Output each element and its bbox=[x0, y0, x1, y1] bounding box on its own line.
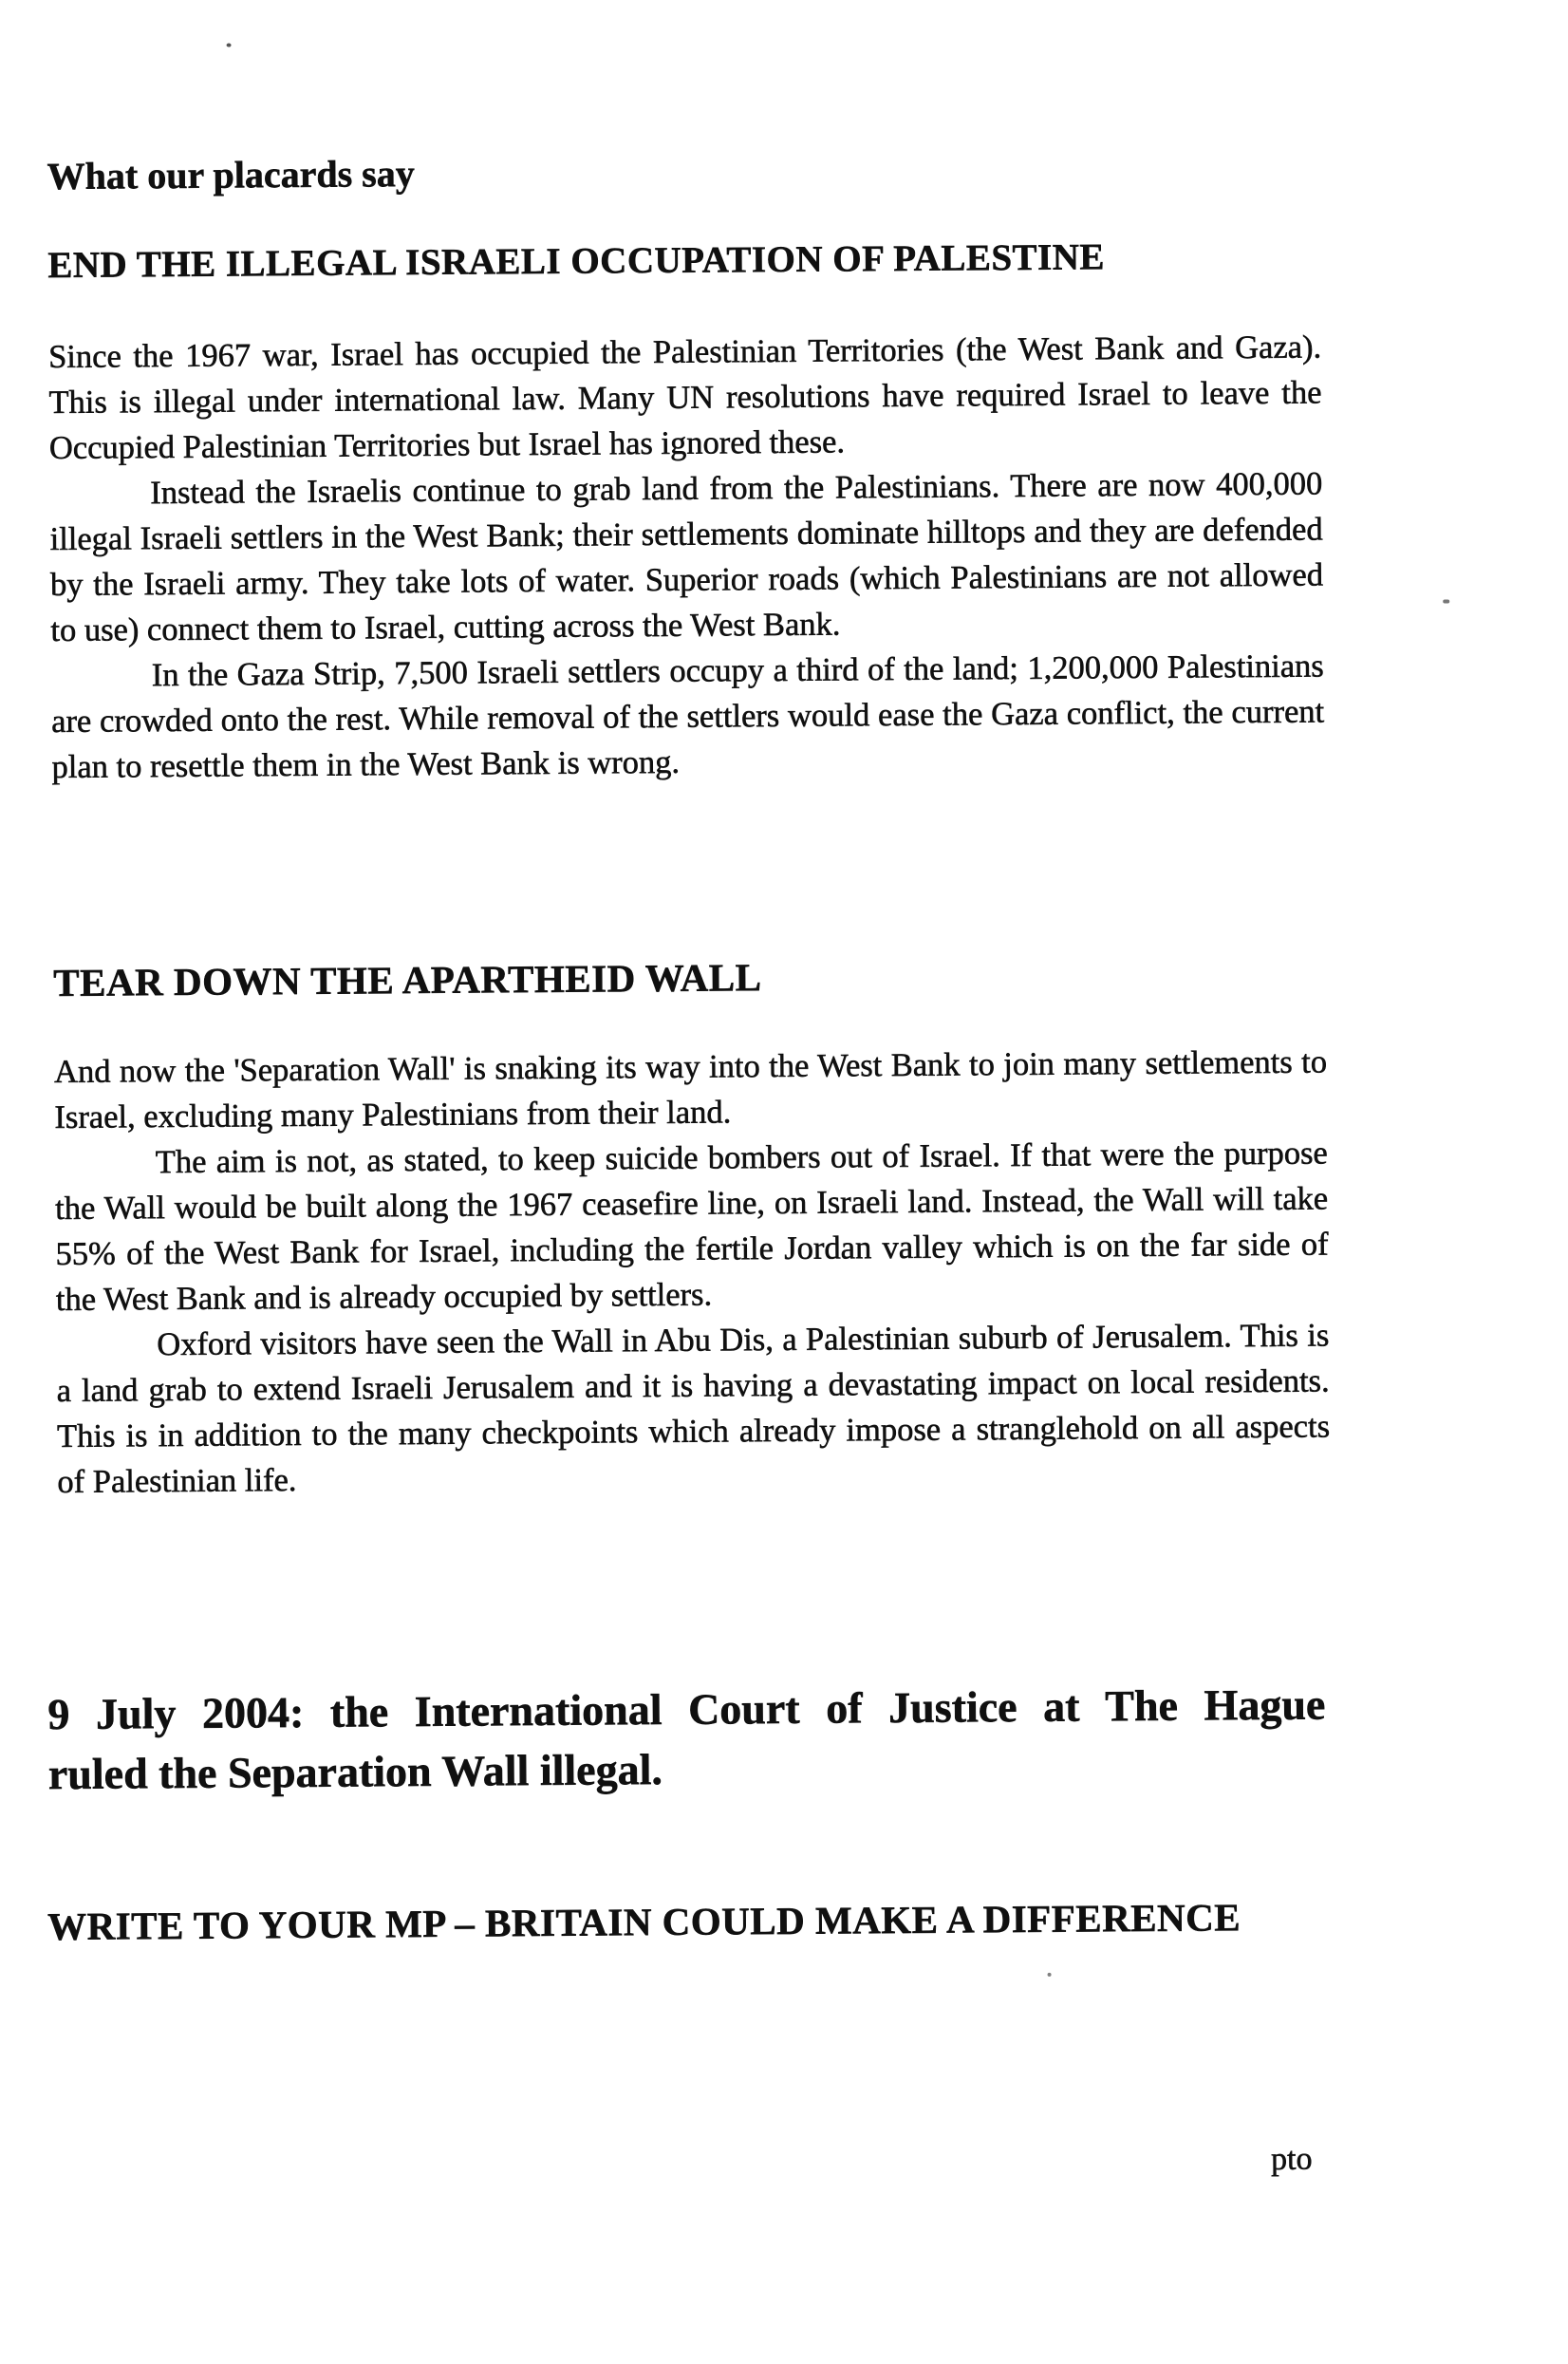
wall-paragraphs bbox=[54, 1040, 1331, 1506]
paragraph: And now the 'Separation Wall' is snaking its way into the West Bank to join many settlements to Israel, excluding many Palestinians from their land. bbox=[53, 1043, 1328, 1136]
page-turn-note: pto bbox=[1270, 2141, 1313, 2178]
court-ruling-statement bbox=[47, 1675, 1326, 1805]
paragraph: Oxford visitors have seen the Wall in Abu Dis, a Palestinian suburb of Jerusalem. This is a land grab to extend Israeli Jerusalem and it is having a devastating impact on local residents. This is in addition to the many checkpoints which already impose a stranglehold on all aspects of Palestinian life. bbox=[56, 1317, 1331, 1501]
section-heading-wall: TEAR DOWN THE APARTHEID WALL bbox=[53, 955, 762, 1005]
scan-speck bbox=[1443, 599, 1449, 603]
paragraph: The aim is not, as stated, to keep suicide bombers out of Israel. If that were the purpose the Wall would be built along the 1967 ceasefire line, on Israeli land. Instead, the Wall will take 55% of the West Bank for Israel, including the fertile Jordan valley which is on the far side of the West Bank and is already occupied by settlers. bbox=[55, 1135, 1329, 1319]
paragraph: In the Gaza Strip, 7,500 Israeli settlers occupy a third of the land; 1,200,000 Palestinians are crowded onto the rest. While removal of the settlers would ease the Gaza conflict, the current plan to resettle them in the West Bank is wrong. bbox=[51, 647, 1325, 786]
lead-heading: What our placards say bbox=[47, 152, 415, 198]
cta-heading: WRITE TO YOUR MP – BRITAIN COULD MAKE A DIFFERENCE bbox=[47, 1895, 1241, 1949]
ruling-line-1: 9 July 2004: the International Court of Justice at The Hague bbox=[47, 1679, 1326, 1739]
occupation-paragraphs bbox=[48, 325, 1325, 791]
paragraph: Since the 1967 war, Israel has occupied the Palestinian Territories (the West Bank and Gaza). This is illegal under international law. Many UN resolutions have required Israel to leave the Occupied Palestinian Territories but Israel has ignored these. bbox=[48, 328, 1322, 467]
scan-speck bbox=[1048, 1973, 1052, 1977]
section-heading-occupation: END THE ILLEGAL ISRAELI OCCUPATION OF PALESTINE bbox=[47, 236, 1106, 287]
paragraph: Instead the Israelis continue to grab land from the Palestinians. There are now 400,000 illegal Israeli settlers in the West Bank; their settlements dominate hilltops and they are defended by the Israeli army. They take lots of water. Superior roads (which Palestinians are not allowed to use) connect them to Israel, cutting across the West Bank. bbox=[49, 465, 1324, 649]
ruling-line-2: ruled the Separation Wall illegal. bbox=[47, 1745, 663, 1799]
scan-speck bbox=[227, 44, 232, 47]
